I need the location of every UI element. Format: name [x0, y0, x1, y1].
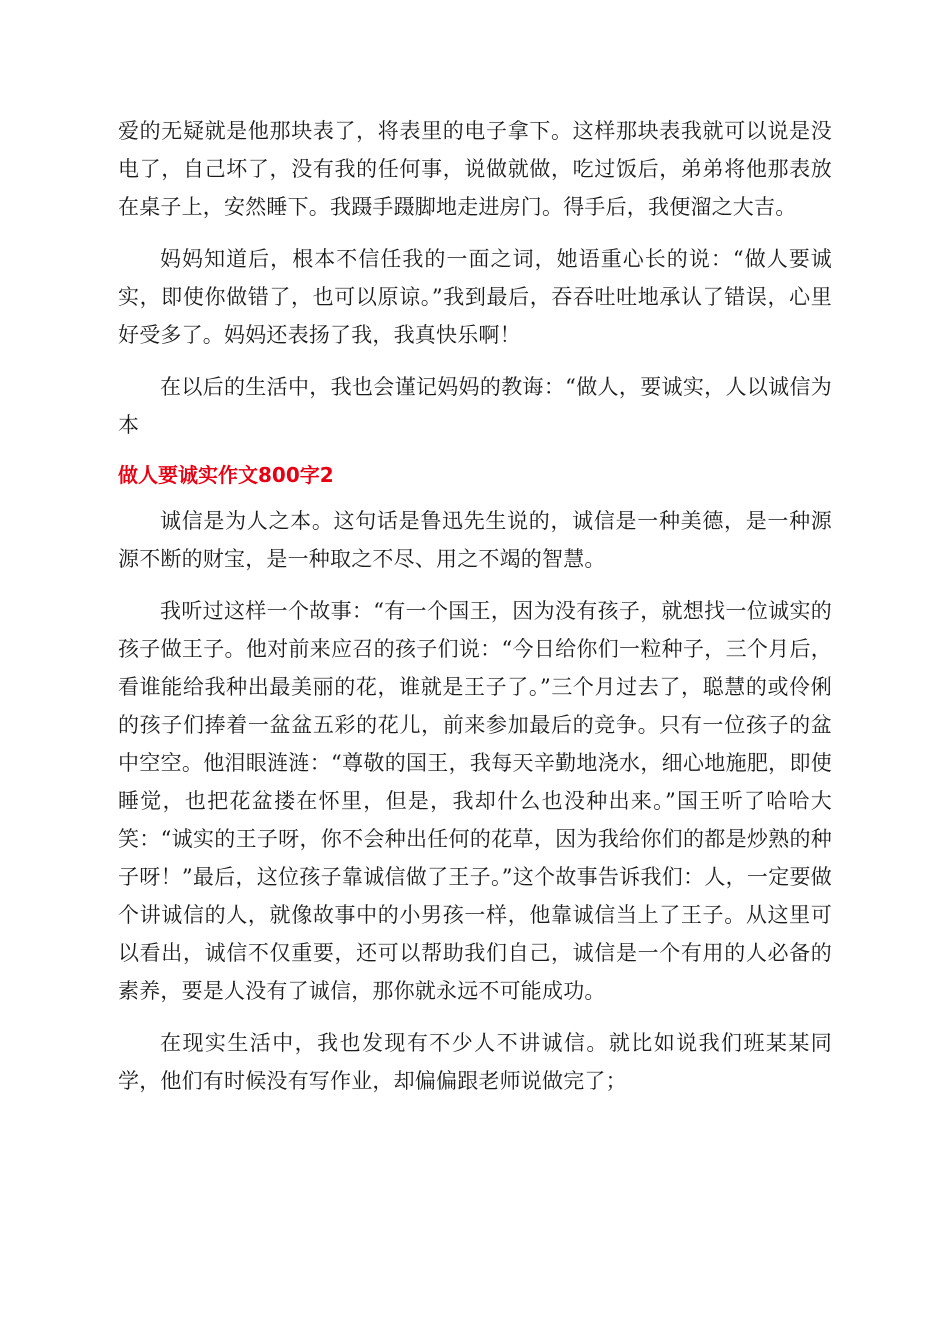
paragraph-3: 在以后的生活中，我也会谨记妈妈的教诲：“做人，要诚实，人以诚信为本: [118, 375, 832, 437]
document-page: [118, 112, 832, 1114]
paragraph-5: 我听过这样一个故事：“有一个国王，因为没有孩子，就想找一位诚实的孩子做王子。他对前来应召的孩子们说：“今日给你们一粒种子，三个月后，看谁能给我种出最美丽的花，谁就是王子了。”三个月过去了，聪慧的或伶俐的孩子们捧着一盆盆五彩的花儿，前来参加最后的竞争。只有一位孩子的盆中空空。他泪眼涟涟：“尊敬的国王，我每天辛勤地浇水，细心地施肥，即使睡觉，也把花盆搂在怀里，但是，我却什么也没种出来。”国王听了哈哈大笑：“诚实的王子呀，你不会种出任何的花草，因为我给你们的都是炒熟的种子呀！”最后，这位孩子靠诚信做了王子。”这个故事告诉我们：人，一定要做个讲诚信的人，就像故事中的小男孩一样，他靠诚信当上了王子。从这里可以看出，诚信不仅重要，还可以帮助我们自己，诚信是一个有用的人必备的素养，要是人没有了诚信，那你就永远不可能成功。: [118, 599, 832, 1003]
section-heading: 做人要诚实作文800字2: [118, 463, 334, 487]
paragraph-4: 诚信是为人之本。这句话是鲁迅先生说的，诚信是一种美德，是一种源源不断的财宝，是一种取之不尽、用之不竭的智慧。: [118, 509, 832, 571]
paragraph-6: 在现实生活中，我也发现有不少人不讲诚信。就比如说我们班某某同学，他们有时候没有写作业，却偏偏跟老师说做完了；: [118, 1031, 832, 1093]
paragraph-2: 妈妈知道后，根本不信任我的一面之词，她语重心长的说：“做人要诚实，即使你做错了，也可以原谅。”我到最后，吞吞吐吐地承认了错误，心里好受多了。妈妈还表扬了我，我真快乐啊！: [118, 247, 832, 347]
paragraph-1: 爱的无疑就是他那块表了，将表里的电子拿下。这样那块表我就可以说是没电了，自己坏了，没有我的任何事，说做就做，吃过饭后，弟弟将他那表放在桌子上，安然睡下。我蹑手蹑脚地走进房门。得手后，我便溜之大吉。: [118, 119, 832, 219]
